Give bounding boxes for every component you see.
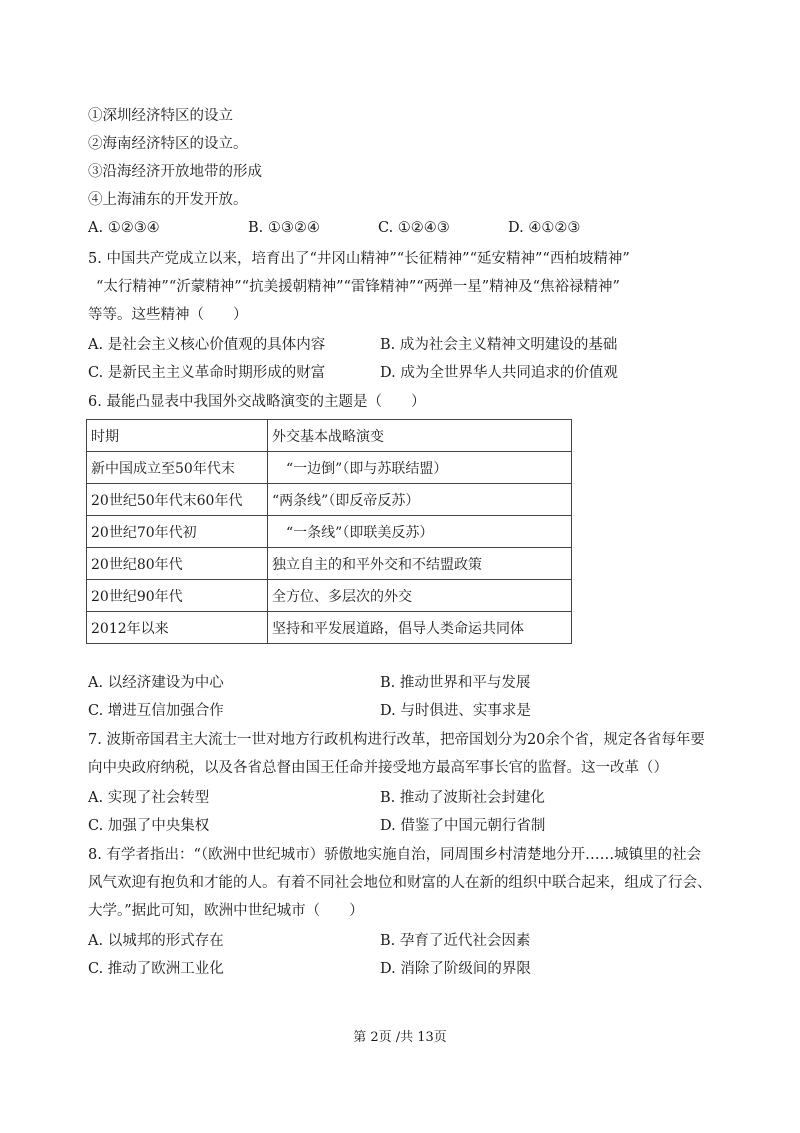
q7-option-b: B. 推动了波斯社会封建化: [380, 790, 545, 806]
q8-option-b: B. 孕育了近代社会因素: [380, 933, 531, 949]
table-cell-strategy: 全方位、多层次的外交: [268, 580, 572, 612]
table-cell-period: 新中国成立至50年代末: [87, 452, 268, 484]
table-cell-period: 20世纪50年代末60年代: [87, 484, 268, 516]
table-header-period: 时期: [87, 420, 268, 452]
q8-option-a: A. 以城邦的形式存在: [88, 933, 224, 949]
q4-item-2: ②海南经济特区的设立。: [88, 136, 248, 152]
table-cell-strategy: “两条线”（即反帝反苏）: [268, 484, 572, 516]
q6-option-a: A. 以经济建设为中心: [88, 675, 224, 691]
table-cell-strategy: “一条线”（即联美反苏）: [268, 516, 572, 548]
page-number-footer: 第 2页 /共 13页: [353, 1030, 447, 1045]
table-cell-period: 20世纪80年代: [87, 548, 268, 580]
q6-stem: 6. 最能凸显表中我国外交战略演变的主题是（ ）: [88, 394, 426, 410]
q4-option-b: B. ①③②④: [248, 220, 320, 236]
q8-stem-line-1: 8. 有学者指出：“（欧洲中世纪城市）骄傲地实施自治，同周围乡村清楚地分开……城镇里的社会: [88, 847, 702, 863]
q5-stem-line-2: “太行精神”“沂蒙精神”“抗美援朝精神”“雷锋精神”“两弹一星”精神及“焦裕禄精神”: [96, 279, 620, 295]
q5-option-b: B. 成为社会主义精神文明建设的基础: [380, 337, 618, 353]
table-row: [87, 580, 572, 612]
q5-option-c: C. 是新民主主义革命时期形成的财富: [88, 365, 326, 381]
table-cell-strategy: “一边倒”（即与苏联结盟）: [268, 452, 572, 484]
table-header-row: [87, 420, 572, 452]
q6-option-d: D. 与时俱进、实事求是: [380, 703, 531, 719]
q8-option-d: D. 消除了阶级间的界限: [380, 961, 531, 977]
q6-option-c: C. 增进互信加强合作: [88, 703, 224, 719]
table-cell-period: 20世纪90年代: [87, 580, 268, 612]
table-row: [87, 612, 572, 644]
q5-option-d: D. 成为全世界华人共同追求的价值观: [380, 365, 618, 381]
q7-option-c: C. 加强了中央集权: [88, 818, 210, 834]
q4-item-3: ③沿海经济开放地带的形成: [88, 164, 262, 180]
table-header-strategy: 外交基本战略演变: [268, 420, 572, 452]
q8-option-c: C. 推动了欧洲工业化: [88, 961, 224, 977]
table-cell-period: 2012年以来: [87, 612, 268, 644]
table-row: [87, 484, 572, 516]
table-cell-period: 20世纪70年代初: [87, 516, 268, 548]
q4-option-a: A. ①②③④: [88, 220, 160, 236]
q8-stem-line-3: 大学。”据此可知，欧洲中世纪城市（ ）: [88, 903, 364, 919]
table-cell-strategy: 坚持和平发展道路，倡导人类命运共同体: [268, 612, 572, 644]
q5-option-a: A. 是社会主义核心价值观的具体内容: [88, 337, 326, 353]
q6-option-b: B. 推动世界和平与发展: [380, 675, 531, 691]
table-row: [87, 548, 572, 580]
table-row: [87, 452, 572, 484]
q4-item-4: ④上海浦东的开发开放。: [88, 192, 248, 208]
q4-item-1: ①深圳经济特区的设立: [88, 108, 233, 124]
q8-stem-line-2: 风气欢迎有抱负和才能的人。有着不同社会地位和财富的人在新的组织中联合起来，组成了行会、: [88, 875, 712, 891]
q7-stem-line-2: 向中央政府纳税，以及各省总督由国王任命并接受地方最高军事长官的监督。这一改革（）: [88, 760, 668, 776]
q7-stem-line-1: 7. 波斯帝国君主大流士一世对地方行政机构进行改革，把帝国划分为20余个省，规定各省每年要: [88, 732, 705, 748]
table-row: [87, 516, 572, 548]
q4-option-d: D. ④①②③: [508, 220, 581, 236]
q5-stem-line-3: 等等。这些精神（ ）: [88, 307, 248, 323]
q7-option-a: A. 实现了社会转型: [88, 790, 210, 806]
q5-stem-line-1: 5. 中国共产党成立以来，培育出了“井冈山精神”“长征精神”“延安精神”“西柏坡精神”: [88, 251, 630, 267]
q7-option-d: D. 借鉴了中国元朝行省制: [380, 818, 546, 834]
table-cell-strategy: 独立自主的和平外交和不结盟政策: [268, 548, 572, 580]
diplomacy-strategy-table: [86, 419, 572, 644]
q4-option-c: C. ①②④③: [378, 220, 450, 236]
